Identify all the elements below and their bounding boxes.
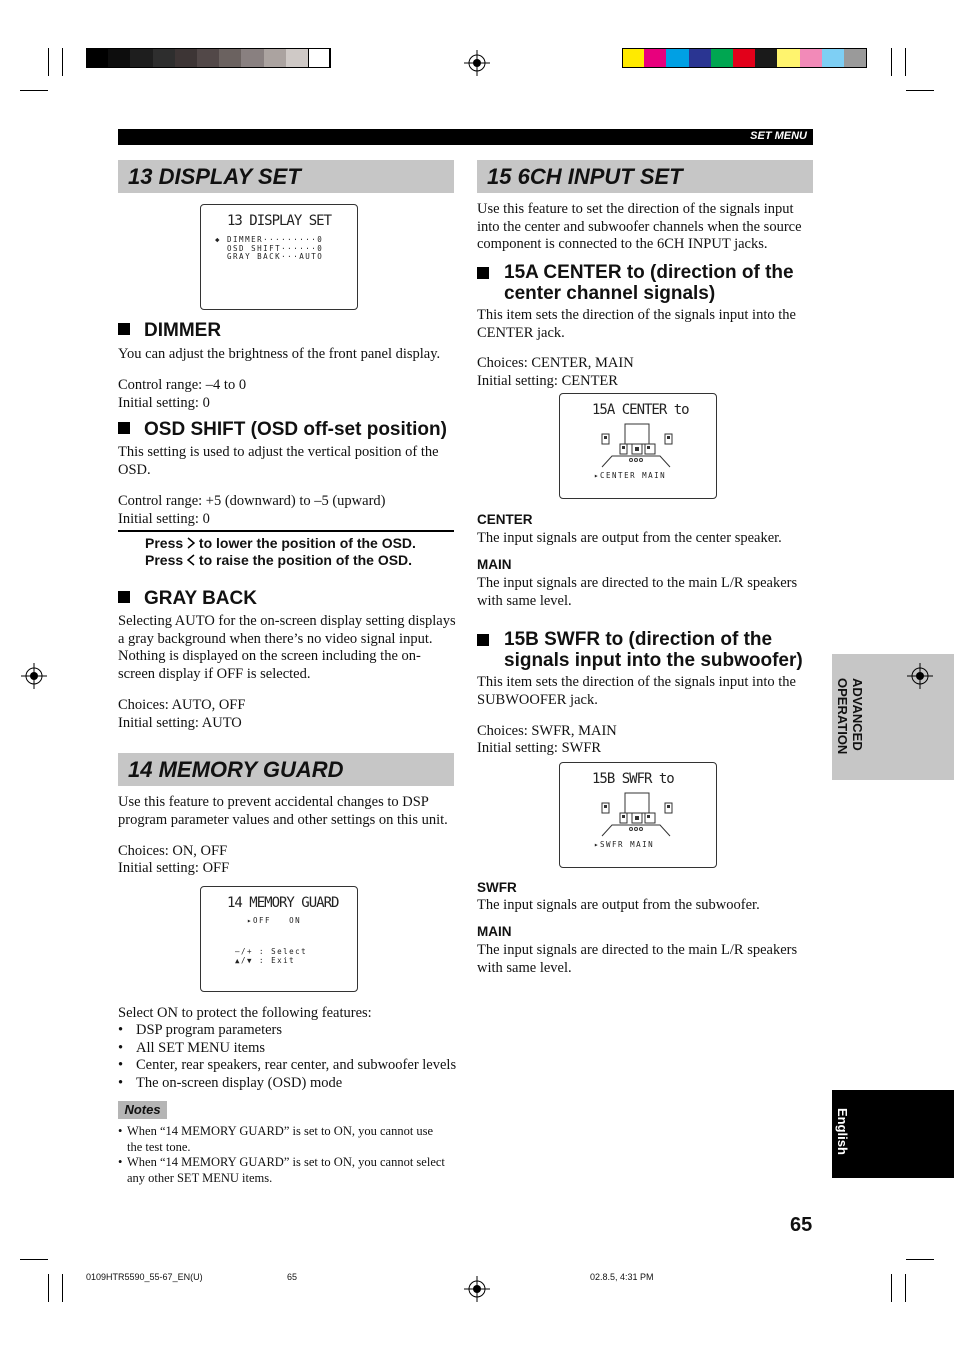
section-13-title: 13 DISPLAY SET xyxy=(118,160,454,193)
osd-shift-text: This setting is used to adjust the vertical position of the xyxy=(118,444,439,460)
crop-mark xyxy=(62,48,63,76)
15b-option-text: with same level. xyxy=(477,960,572,976)
osd-title: 15A CENTER to xyxy=(592,402,689,418)
section-label: SET MENU xyxy=(750,130,807,142)
side-tab-language: English xyxy=(832,1090,954,1178)
15b-choices: Choices: SWFR, MAIN xyxy=(477,723,617,739)
crop-mark xyxy=(48,48,49,76)
dimmer-initial: Initial setting: 0 xyxy=(118,395,210,411)
swatch-frame xyxy=(86,48,331,68)
crop-mark xyxy=(906,1259,934,1260)
gray-back-text: Nothing is displayed on the screen including the on- xyxy=(118,648,421,664)
left-chevron-icon xyxy=(187,554,195,566)
section-14-title: 14 MEMORY GUARD xyxy=(118,753,454,786)
15b-text: This item sets the direction of the signals input into the xyxy=(477,674,796,690)
15b-option-text: The input signals are directed to the main L/R speakers xyxy=(477,942,798,958)
osd-options: ▸SWFR MAIN xyxy=(594,840,655,849)
osd-shift-range: Control range: +5 (downward) to –5 (upward) xyxy=(118,493,386,509)
registration-mark-icon xyxy=(464,50,490,76)
memory-guard-choices: Choices: ON, OFF xyxy=(118,843,228,859)
15a-initial: Initial setting: CENTER xyxy=(477,373,618,389)
6ch-text: into the center and subwoofer channels when the source xyxy=(477,219,802,235)
gray-back-initial: Initial setting: AUTO xyxy=(118,715,242,731)
dimmer-heading: DIMMER xyxy=(118,320,221,341)
gray-back-choices: Choices: AUTO, OFF xyxy=(118,697,246,713)
osd-lines: ◆ DIMMER·········0 OSD SHIFT······0 GRAY BACK···AUTO xyxy=(215,235,324,261)
osd-hints: –/+ : Select ▲/▼ : Exit xyxy=(235,947,308,965)
osd-shift-initial: Initial setting: 0 xyxy=(118,511,210,527)
registration-mark-icon xyxy=(21,663,47,689)
divider xyxy=(118,530,454,532)
note-item: • When “14 MEMORY GUARD” is set to ON, you cannot use xyxy=(118,1124,434,1138)
crop-mark xyxy=(891,48,892,76)
section-15-title: 15 6CH INPUT SET xyxy=(477,160,813,193)
footer-file: 0109HTR5590_55-67_EN(U) xyxy=(86,1272,203,1282)
osd-shift-heading: OSD SHIFT (OSD off-set position) xyxy=(118,419,447,440)
gray-back-heading: GRAY BACK xyxy=(118,588,257,609)
15b-text: SUBWOOFER jack. xyxy=(477,692,598,708)
footer-date: 02.8.5, 4:31 PM xyxy=(590,1272,654,1282)
dimmer-text: You can adjust the brightness of the front panel display. xyxy=(118,346,441,362)
osd-screen-15a xyxy=(559,393,717,499)
osd-options: ▸CENTER MAIN xyxy=(594,471,667,480)
15b-option-text: The input signals are output from the subwoofer. xyxy=(477,897,760,913)
page-number: 65 xyxy=(790,1214,813,1236)
list-item: • Center, rear speakers, rear center, and subwoofer levels xyxy=(118,1057,457,1073)
osd-title: 13 DISPLAY SET xyxy=(227,213,332,229)
note-item: any other SET MENU items. xyxy=(127,1171,273,1185)
15b-option-main: MAIN xyxy=(477,924,512,939)
15a-option-text: The input signals are directed to the main L/R speakers xyxy=(477,575,798,591)
note-item: the test tone. xyxy=(127,1140,191,1154)
osd-shift-press-up: Press to raise the position of the OSD. xyxy=(145,552,413,568)
osd-screen-display-set xyxy=(200,204,358,310)
15a-text: CENTER jack. xyxy=(477,325,565,341)
memory-guard-text: program parameter values and other settings on this unit. xyxy=(118,812,448,828)
osd-title: 15B SWFR to xyxy=(592,771,674,787)
crop-mark xyxy=(906,90,934,91)
crop-mark xyxy=(891,1274,892,1302)
list-item: • DSP program parameters xyxy=(118,1022,283,1038)
list-item: • All SET MENU items xyxy=(118,1040,266,1056)
15b-option-swfr: SWFR xyxy=(477,880,517,895)
15a-option-main: MAIN xyxy=(477,557,512,572)
15b-heading: 15B SWFR to (direction of the signals input into the subwoofer) xyxy=(477,629,803,671)
right-chevron-icon xyxy=(187,537,195,549)
registration-mark-icon xyxy=(464,1276,490,1302)
side-tab-advanced-operation: ADVANCED OPERATION xyxy=(832,654,954,780)
registration-mark-icon xyxy=(907,663,933,689)
crop-mark xyxy=(62,1274,63,1302)
select-intro: Select ON to protect the following features: xyxy=(118,1005,372,1021)
6ch-text: component is connected to the 6CH INPUT jacks. xyxy=(477,236,768,252)
gray-back-text: a gray background when there’s no video signal input. xyxy=(118,631,433,647)
speaker-layout-icon xyxy=(600,422,674,468)
crop-mark xyxy=(48,1274,49,1302)
osd-title: 14 MEMORY GUARD xyxy=(227,895,339,911)
osd-screen-memory-guard xyxy=(200,886,358,992)
crop-mark xyxy=(20,1259,48,1260)
osd-options: ▸OFF ON xyxy=(247,916,302,925)
crop-mark xyxy=(905,48,906,76)
6ch-text: Use this feature to set the direction of the signals input xyxy=(477,201,794,217)
crop-mark xyxy=(20,90,48,91)
15a-option-center: CENTER xyxy=(477,512,533,527)
memory-guard-initial: Initial setting: OFF xyxy=(118,860,230,876)
list-item: • The on-screen display (OSD) mode xyxy=(118,1075,343,1091)
note-item: • When “14 MEMORY GUARD” is set to ON, you cannot select xyxy=(118,1155,445,1169)
15a-option-text: with same level. xyxy=(477,593,572,609)
memory-guard-text: Use this feature to prevent accidental changes to DSP xyxy=(118,794,429,810)
15a-text: This item sets the direction of the signals input into the xyxy=(477,307,796,323)
header-bar xyxy=(118,129,813,145)
osd-shift-press-down: Press to lower the position of the OSD. xyxy=(145,535,416,551)
gray-back-text: screen display if OFF is selected. xyxy=(118,666,311,682)
15a-option-text: The input signals are output from the center speaker. xyxy=(477,530,782,546)
swatch-frame xyxy=(622,48,867,68)
dimmer-range: Control range: –4 to 0 xyxy=(118,377,247,393)
15b-initial: Initial setting: SWFR xyxy=(477,740,602,756)
osd-screen-15b xyxy=(559,762,717,868)
speaker-layout-icon xyxy=(600,791,674,837)
15a-heading: 15A CENTER to (direction of the center channel signals) xyxy=(477,262,794,304)
footer-page: 65 xyxy=(287,1272,298,1282)
osd-shift-text: OSD. xyxy=(118,462,151,478)
notes-label: Notes xyxy=(118,1101,167,1119)
15a-choices: Choices: CENTER, MAIN xyxy=(477,355,634,371)
gray-back-text: Selecting AUTO for the on-screen display setting displays xyxy=(118,613,456,629)
crop-mark xyxy=(905,1274,906,1302)
